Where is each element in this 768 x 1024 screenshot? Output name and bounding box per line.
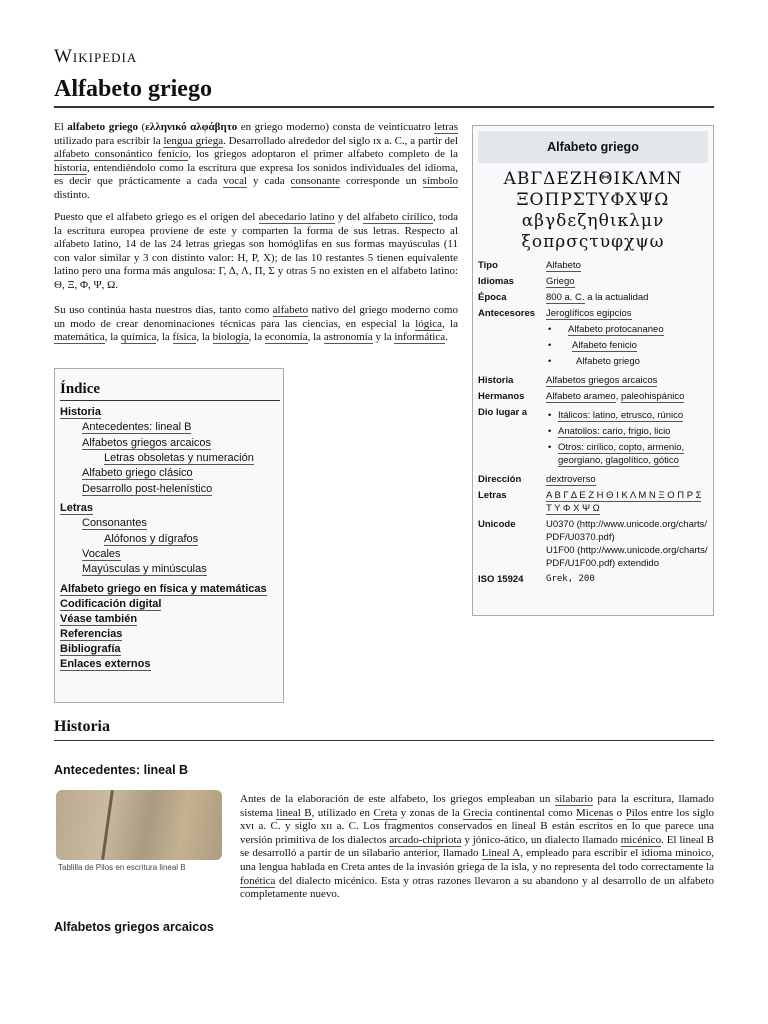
descendant-item[interactable]: • Otros: cirílico, copto, armenio, georgiano, glagolítico, gótico [546,441,708,467]
text-run: , la [307,331,324,344]
row-key: Dio lugar a [478,406,528,418]
unicode-link[interactable]: U1F00 (http://www.unicode.org/charts/PDF/U1F00.pdf) extendido [546,544,708,569]
text-run: , entendiéndolo como la escritura que expresa los sonidos individuales del idioma, es decir que prácticamente a cada [54,161,458,188]
inline-link[interactable]: historia [54,161,87,174]
toc-item[interactable] [60,451,278,466]
hermano-link[interactable]: Alfabeto arameo [546,390,616,402]
bold-text: alfabeto griego [67,121,139,133]
toc-link-text[interactable]: Vocales [82,547,121,560]
text-run: y la [372,331,395,344]
toc-item[interactable] [60,657,278,672]
inline-link[interactable]: abecedario latino [258,211,335,223]
antecesor-link[interactable]: Jeroglíficos egipcios [546,307,632,319]
text-run: Antes de la elaboración de este alfabeto, los griegos empleaban un [240,793,555,805]
infobox-row-dio-lugar [476,404,710,471]
text-run: y zonas de la [397,806,464,819]
intro-paragraph-1 [54,121,458,203]
toc-item[interactable] [60,582,278,597]
text-run: en griego moderno) consta de veinticuatro [237,121,435,133]
toc-title: Índice [60,381,280,401]
row-key: Dirección [478,473,522,485]
infobox-row-hermanos: Hermanos Alfabeto arameo, paleohispánico [478,390,685,402]
antecesor-item[interactable]: • Alfabeto protocananeo [546,323,708,336]
descendant-item[interactable]: • Anatolios: cario, frigio, licio [546,425,708,438]
toc-link-text[interactable]: Mayúsculas y minúsculas [82,563,207,575]
inline-link[interactable]: economía [264,331,308,344]
toc-item[interactable] [60,627,278,642]
title-divider [54,106,714,108]
inline-link[interactable]: silabario [554,793,593,805]
toc-link-text[interactable]: Véase también [60,612,138,625]
row-key: Tipo [478,259,498,271]
toc-link-text[interactable]: Desarrollo post-helenístico [82,482,213,495]
text-run: El [54,121,68,133]
inline-link[interactable]: lógica [415,317,443,330]
intro-paragraph-3 [54,304,458,345]
toc-link-text[interactable]: Bibliografía [60,642,121,655]
text-run: para la escritura, llamado sistema [240,793,714,819]
inline-link[interactable]: lengua griega [163,134,224,147]
row-key: Idiomas [478,275,514,287]
toc-item[interactable] [60,562,278,578]
inline-link[interactable]: arcado-chipriota [389,833,462,846]
inline-link[interactable]: física [172,331,197,344]
letras-links[interactable]: Α Β Γ Δ Ε Ζ Η Θ Ι Κ Λ Μ Ν Ξ Ο Π Ρ Σ Τ Υ Φ Χ Ψ Ω [546,489,702,514]
inline-link[interactable]: Grecia [463,806,493,819]
inline-link[interactable]: letras [434,121,458,133]
inline-link[interactable]: biología [212,331,249,344]
toc-item[interactable] [60,516,278,532]
text-run: entre los siglo xvɪ a. C. y siglo xɪɪ a. C. Los fragmentos conservados en lineal B están escritos en lo que parece una versión primitiva de los dialectos [240,806,715,846]
inline-link[interactable]: alfabeto consonántico fenicio [54,148,189,161]
text-run: continental como [492,806,576,819]
linear-b-tablet-image[interactable] [56,790,222,860]
text-run: , la [196,331,213,344]
row-key: Época [478,291,507,303]
text-run: , la [442,317,458,330]
direccion-link[interactable]: dextroverso [546,473,596,485]
text-run: Su uso continúa hasta nuestros días, tanto como [54,304,273,316]
toc-link-text[interactable]: Codificación digital [60,597,162,610]
text-run: , la [104,331,121,344]
row-key: Letras [478,489,507,501]
toc-item[interactable] [60,597,278,612]
toc-item[interactable] [60,405,278,420]
text-run: corresponde un [340,175,423,188]
page-title: Alfabeto griego [54,76,212,102]
infobox-title: Alfabeto griego [478,131,708,163]
text-run: del dialecto micénico. Esta y otras razones llevaron a su abandono y al desarrollo de un alfabeto completamente nuevo. [240,874,714,901]
toc-link-text[interactable]: Alfabeto griego en física y matemáticas [60,582,267,595]
inline-link[interactable]: fonética [240,874,276,887]
section-divider [54,740,714,741]
toc-link-text[interactable]: Alfabetos griegos arcaicos [82,436,212,449]
infobox-row-letras [476,487,710,516]
toc-item[interactable] [60,642,278,657]
toc-item[interactable] [60,501,278,516]
infobox-row-unicode [476,516,710,571]
subsection-heading-antecedentes: Antecedentes: lineal B [54,763,189,777]
inline-link[interactable]: vocal [223,175,248,188]
text-run: y del [334,211,364,223]
text-run: , utilizado en [311,806,374,819]
inline-link[interactable]: Lineal A [481,847,521,860]
inline-link[interactable]: Creta [373,806,398,819]
toc-link-text[interactable]: Letras obsoletas y numeración [104,452,254,464]
text-run: distinto. [54,188,90,201]
text-run: . El lineal B se desarrolló a partir de un silabario anterior, llamado [240,833,714,860]
bold-text: ελληνικό αλφάβητο [145,121,238,133]
subsection-heading-arcaicos: Alfabetos griegos arcaicos [54,920,214,934]
inline-link[interactable]: micénico [620,833,662,846]
infobox-row-historia [476,372,710,388]
text-run: . [445,331,448,344]
toc-link-text[interactable]: Enlaces externos [60,657,151,670]
toc-item[interactable] [60,420,278,436]
inline-link[interactable]: símbolo [422,175,458,188]
epoca-text: a la actualidad [584,291,649,303]
intro-paragraph-2 [54,211,458,293]
row-key: ISO 15924 [478,573,524,585]
antecedentes-paragraph [240,793,714,902]
text-run: . Desarrollado alrededor del siglo ɪx a. C., a partir del [223,134,458,147]
inline-link[interactable]: astronomía [323,331,373,344]
letters-row: ΞΟΠΡΣΤΥΦΧΨΩ [516,190,670,210]
row-key: Historia [478,374,514,386]
section-heading-historia: Historia [54,718,110,735]
text-run: , toda la escritura europea proviene de este y comparten la forma de sus letras. Respecto al alfabeto latino, 14 de las 24 letras griegas son homóglifas en sus formas mayúsculas (11 con valor similar y 3 con distinto valor: Η, Ρ, Χ); de las 10 restantes 5 tienen equivalente latino pero una forma más angulosa: Γ, Δ, Λ, Π, Σ y otras 5 no existen en el alfabeto latino: Θ, Ξ, Φ, Ψ, Ω. [54,211,458,291]
infobox-row-antecesores [476,305,710,372]
letters-row: ΑΒΓΔΕΖΗΘΙΚΛΜΝ [503,169,683,189]
text-run: Puesto que el alfabeto griego es el origen del [54,211,259,223]
toc-item[interactable] [60,466,278,482]
toc-link-text[interactable]: Alfabeto griego clásico [82,467,193,479]
toc-item[interactable] [60,436,278,452]
text-run: nativo del griego moderno como un modo de crear denominaciones técnicas para las ciencias, en especial la [54,304,458,330]
toc-item[interactable] [60,612,278,627]
row-key: Antecesores [478,307,536,319]
inline-link[interactable]: alfabeto cirílico [363,211,434,223]
inline-link[interactable]: Pilos [625,806,648,819]
toc-link-text[interactable]: Letras [60,502,94,514]
epoca-link[interactable]: 800 a. C. [546,291,585,303]
inline-link[interactable]: idioma minoico [641,847,712,860]
table-of-contents [54,368,284,703]
toc-link-text[interactable]: Historia [60,406,101,418]
text-run: o [613,806,626,819]
inline-link[interactable]: consonante [290,175,341,188]
text-run: , los griegos adoptaron el primer alfabeto completo de la [188,148,458,161]
inline-link[interactable]: matemática [54,331,105,344]
hermano-link[interactable]: paleohispánico [621,390,685,402]
text-run: , empleado para escribir el [520,847,642,860]
infobox [472,125,714,616]
image-caption: Tablilla de Pilos en escritura lineal B [58,863,186,872]
unicode-link[interactable]: U0370 (http://www.unicode.org/charts/PDF/U0370.pdf) [546,518,708,543]
toc-link-text[interactable]: Antecedentes: lineal B [82,421,192,433]
infobox-row-tipo [476,257,710,273]
text-run: utilizado para escribir la [54,134,164,147]
letters-row: αβγδεζηθικλμν [521,211,665,231]
text-run: , la [248,331,265,344]
infobox-row-direccion [476,471,710,487]
row-key: Unicode [478,518,516,530]
descendant-item[interactable]: • Itálicos: latino, etrusco, rúnico [546,409,708,422]
infobox-row-idiomas [476,273,710,289]
inline-link[interactable]: química [120,331,157,344]
toc-item[interactable] [60,532,278,547]
text-run: , la [156,331,173,344]
row-key: Hermanos [478,390,525,402]
toc-item[interactable] [60,547,278,563]
site-logo[interactable]: Wikipedia [54,46,138,67]
antecesor-item[interactable]: • Alfabeto fenicio [546,339,708,352]
infobox-row-epoca [476,289,710,305]
letters-row: ξοπρσςτυφχψω [521,232,665,252]
infobox-letters-sample [476,165,710,257]
toc-item[interactable] [60,482,278,498]
text-run: ( [138,121,146,133]
text-run: y cada [247,175,291,188]
idiomas-link[interactable]: Griego [546,275,575,287]
toc-list [60,405,278,672]
text-run: y jónico-ático, un dialecto llamado [461,833,621,846]
inline-link[interactable]: lineal B [276,806,312,819]
toc-link-text[interactable]: Consonantes [82,517,147,529]
text-run: , una lengua hablada en Creta antes de la invasión griega de la isla, y no representa del todo correctamente la [240,847,714,873]
toc-link-text[interactable]: Alófonos y dígrafos [104,532,199,545]
inline-link[interactable]: alfabeto [272,304,309,316]
toc-link-text[interactable]: Referencias [60,627,123,640]
tipo-link[interactable]: Alfabeto [546,259,581,271]
infobox-row-iso [476,571,710,587]
iso-code: Grek, 200 [546,573,595,584]
historia-link[interactable]: Alfabetos griegos arcaicos [546,374,658,386]
inline-link[interactable]: Micenas [576,806,614,819]
antecesor-item: • Alfabeto griego [546,355,708,368]
inline-link[interactable]: informática [394,331,446,344]
